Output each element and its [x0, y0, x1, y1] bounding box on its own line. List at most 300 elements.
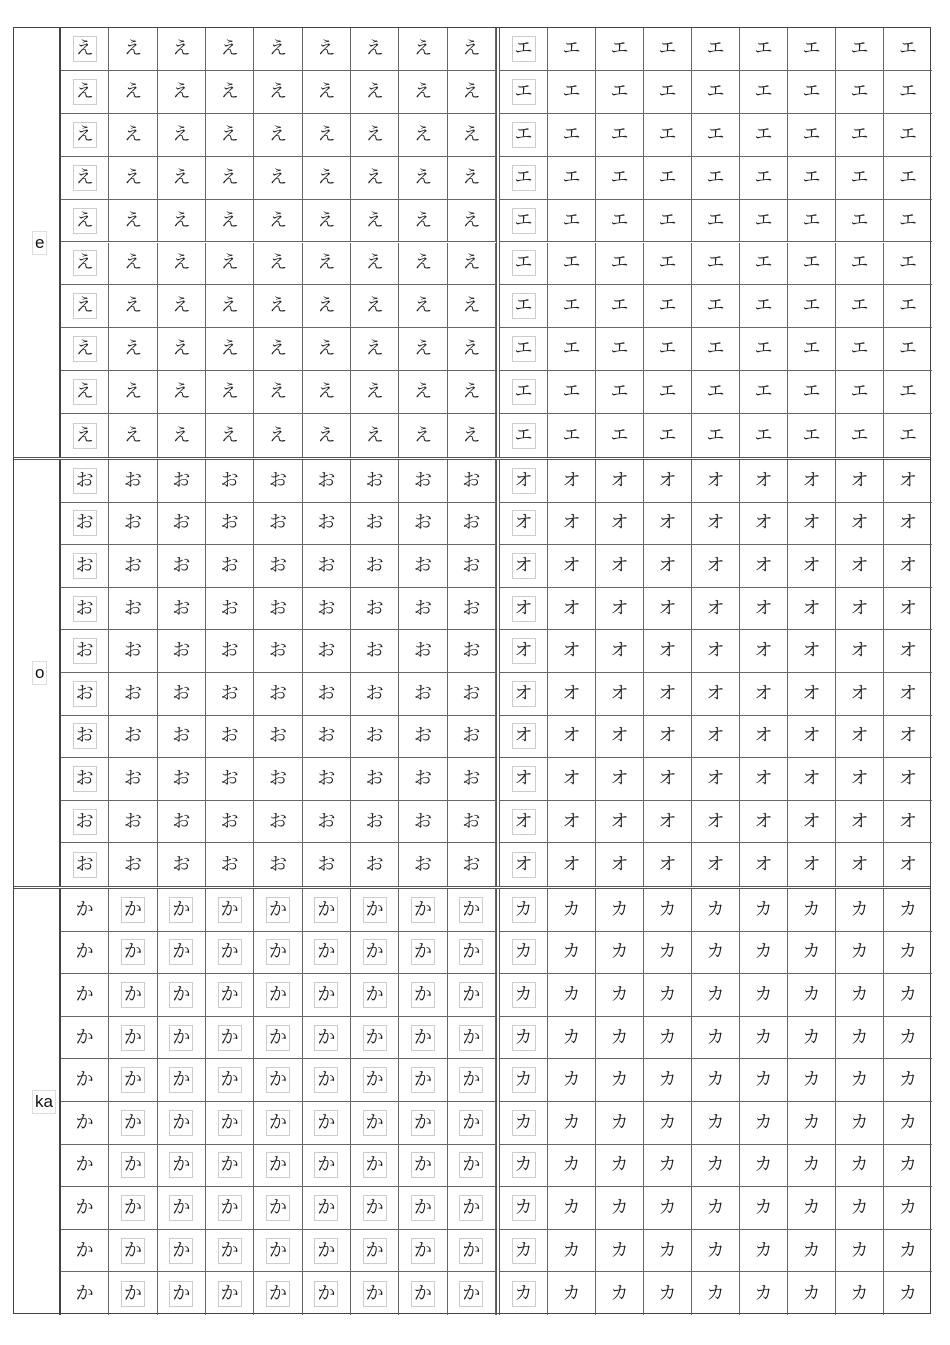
katakana-practice-cell	[788, 1145, 836, 1188]
katakana-practice-cell	[692, 1017, 740, 1060]
hiragana-character: か	[75, 1026, 94, 1048]
katakana-character: オ	[850, 469, 869, 491]
katakana-practice-cell	[644, 414, 692, 457]
katakana-practice-cell	[596, 758, 644, 801]
katakana-character: オ	[610, 597, 629, 619]
hiragana-character: え	[268, 123, 287, 145]
katakana-character: オ	[706, 853, 725, 875]
katakana-practice-cell	[644, 503, 692, 546]
katakana-character: オ	[754, 640, 773, 662]
katakana-practice-cell	[836, 588, 884, 631]
katakana-character: エ	[754, 209, 773, 231]
katakana-character: エ	[610, 37, 629, 59]
katakana-character: エ	[610, 209, 629, 231]
hiragana-character: え	[317, 80, 336, 102]
katakana-practice-cell	[740, 414, 788, 457]
katakana-character: カ	[706, 1026, 725, 1048]
hiragana-practice-cell	[109, 1187, 157, 1230]
katakana-practice-cell	[548, 243, 596, 286]
katakana-character: エ	[658, 295, 677, 317]
katakana-practice-cell	[836, 460, 884, 503]
katakana-practice-cell	[596, 1272, 644, 1315]
hiragana-practice-cell	[448, 630, 496, 673]
katakana-character: オ	[562, 597, 581, 619]
katakana-practice-cell	[500, 1017, 548, 1060]
hiragana-character: お	[365, 725, 384, 747]
hiragana-practice-cell	[254, 801, 302, 844]
katakana-practice-cell	[644, 758, 692, 801]
hiragana-character: か	[459, 897, 483, 923]
hiragana-character: え	[172, 295, 191, 317]
hiragana-character: お	[413, 512, 432, 534]
hiragana-character: え	[317, 338, 336, 360]
katakana-character: カ	[706, 1196, 725, 1218]
katakana-practice-cell	[500, 200, 548, 243]
katakana-character: エ	[754, 80, 773, 102]
katakana-practice-cell	[644, 243, 692, 286]
hiragana-character: え	[123, 37, 142, 59]
hiragana-practice-cell	[448, 114, 496, 157]
katakana-character: エ	[802, 80, 821, 102]
hiragana-practice-cell	[254, 200, 302, 243]
katakana-practice-cell	[596, 889, 644, 932]
hiragana-character: か	[75, 1069, 94, 1091]
katakana-character: エ	[706, 80, 725, 102]
hiragana-practice-cell	[448, 545, 496, 588]
hiragana-practice-cell	[109, 758, 157, 801]
katakana-character: オ	[610, 767, 629, 789]
hiragana-character: え	[413, 80, 432, 102]
katakana-practice-cell	[740, 1102, 788, 1145]
katakana-character: カ	[802, 1069, 821, 1091]
hiragana-character: え	[462, 209, 481, 231]
katakana-practice-cell	[596, 114, 644, 157]
hiragana-character: か	[363, 1152, 387, 1178]
hiragana-practice-cell	[303, 932, 351, 975]
katakana-practice-cell	[884, 460, 932, 503]
katakana-character: オ	[754, 767, 773, 789]
hiragana-character: え	[365, 381, 384, 403]
katakana-character: カ	[850, 1282, 869, 1304]
hiragana-practice-cell	[254, 1230, 302, 1273]
katakana-practice-cell	[884, 285, 932, 328]
katakana-character: エ	[610, 381, 629, 403]
katakana-character: オ	[512, 681, 536, 707]
katakana-practice-cell	[836, 71, 884, 114]
katakana-practice-cell	[644, 200, 692, 243]
katakana-practice-cell	[740, 1272, 788, 1315]
hiragana-character: え	[413, 166, 432, 188]
hiragana-practice-cell	[109, 328, 157, 371]
katakana-character: エ	[610, 338, 629, 360]
hiragana-practice-cell	[399, 1187, 447, 1230]
katakana-practice-cell	[836, 1272, 884, 1315]
katakana-practice-cell	[884, 1145, 932, 1188]
katakana-practice-cell	[644, 71, 692, 114]
katakana-character: オ	[706, 554, 725, 576]
katakana-character: エ	[802, 123, 821, 145]
hiragana-practice-cell	[206, 843, 254, 886]
hiragana-character: お	[462, 725, 481, 747]
hiragana-character: お	[413, 682, 432, 704]
katakana-practice-cell	[788, 974, 836, 1017]
hiragana-practice-cell	[61, 716, 109, 759]
hiragana-character: か	[266, 939, 290, 965]
hiragana-character: え	[220, 166, 239, 188]
katakana-practice-cell	[692, 974, 740, 1017]
katakana-character: エ	[610, 123, 629, 145]
katakana-character: エ	[802, 252, 821, 274]
hiragana-character: か	[314, 1110, 338, 1136]
hiragana-character: か	[459, 1152, 483, 1178]
katakana-character: エ	[754, 424, 773, 446]
hiragana-practice-cell	[448, 414, 496, 457]
katakana-practice-cell	[884, 1017, 932, 1060]
katakana-practice-cell	[548, 503, 596, 546]
hiragana-character: か	[314, 1152, 338, 1178]
hiragana-character: か	[266, 1067, 290, 1093]
hiragana-character: か	[75, 1196, 94, 1218]
hiragana-practice-cell	[399, 414, 447, 457]
hiragana-practice-cell	[399, 932, 447, 975]
katakana-character: エ	[562, 252, 581, 274]
hiragana-practice-cell	[61, 503, 109, 546]
hiragana-practice-cell	[399, 460, 447, 503]
hiragana-practice-cell	[303, 243, 351, 286]
katakana-character: オ	[610, 810, 629, 832]
hiragana-practice-cell	[303, 1102, 351, 1145]
katakana-grid	[500, 889, 932, 1318]
hiragana-character: か	[169, 1152, 193, 1178]
hiragana-practice-cell	[351, 889, 399, 932]
katakana-practice-cell	[644, 1102, 692, 1145]
hiragana-practice-cell	[206, 414, 254, 457]
katakana-practice-cell	[500, 460, 548, 503]
hiragana-practice-cell	[303, 114, 351, 157]
katakana-character: カ	[562, 1239, 581, 1261]
hiragana-character: え	[172, 80, 191, 102]
katakana-practice-cell	[740, 28, 788, 71]
katakana-character: オ	[512, 510, 536, 536]
hiragana-character: お	[220, 640, 239, 662]
katakana-character: オ	[562, 810, 581, 832]
katakana-practice-cell	[740, 1230, 788, 1273]
hiragana-practice-cell	[448, 1145, 496, 1188]
katakana-character: エ	[850, 295, 869, 317]
katakana-practice-cell	[548, 889, 596, 932]
kana-practice-sheet	[13, 27, 931, 1314]
hiragana-character: お	[220, 810, 239, 832]
hiragana-character: か	[218, 1025, 242, 1051]
katakana-character: カ	[512, 1110, 536, 1136]
hiragana-character: か	[121, 897, 145, 923]
hiragana-practice-cell	[254, 285, 302, 328]
hiragana-practice-cell	[303, 673, 351, 716]
hiragana-practice-cell	[109, 889, 157, 932]
katakana-practice-cell	[548, 673, 596, 716]
katakana-character: カ	[658, 1111, 677, 1133]
hiragana-character: え	[365, 295, 384, 317]
katakana-practice-cell	[836, 843, 884, 886]
hiragana-practice-cell	[303, 545, 351, 588]
hiragana-practice-cell	[448, 460, 496, 503]
katakana-character: オ	[610, 554, 629, 576]
katakana-character: エ	[754, 166, 773, 188]
hiragana-character: お	[220, 554, 239, 576]
katakana-practice-cell	[500, 1059, 548, 1102]
hiragana-character: え	[413, 37, 432, 59]
katakana-practice-cell	[548, 1102, 596, 1145]
hiragana-practice-cell	[254, 243, 302, 286]
hiragana-character: え	[413, 123, 432, 145]
katakana-character: エ	[706, 381, 725, 403]
hiragana-character: か	[363, 1025, 387, 1051]
hiragana-practice-cell	[351, 932, 399, 975]
katakana-practice-cell	[740, 243, 788, 286]
hiragana-character: お	[268, 767, 287, 789]
hiragana-practice-cell	[254, 843, 302, 886]
katakana-practice-cell	[644, 932, 692, 975]
hiragana-character: え	[123, 80, 142, 102]
hiragana-character: か	[218, 897, 242, 923]
katakana-character: オ	[754, 682, 773, 704]
katakana-practice-cell	[596, 71, 644, 114]
katakana-practice-cell	[692, 200, 740, 243]
hiragana-character: え	[317, 252, 336, 274]
hiragana-character: え	[172, 123, 191, 145]
katakana-practice-cell	[500, 1102, 548, 1145]
katakana-character: カ	[658, 1282, 677, 1304]
katakana-practice-cell	[740, 801, 788, 844]
hiragana-practice-cell	[158, 588, 206, 631]
hiragana-practice-cell	[399, 716, 447, 759]
katakana-practice-cell	[548, 1230, 596, 1273]
katakana-practice-cell	[596, 200, 644, 243]
hiragana-practice-cell	[303, 974, 351, 1017]
hiragana-character: お	[317, 767, 336, 789]
hiragana-practice-cell	[158, 114, 206, 157]
katakana-practice-cell	[788, 1187, 836, 1230]
hiragana-character: え	[365, 166, 384, 188]
hiragana-practice-cell	[448, 1272, 496, 1315]
hiragana-character: か	[266, 1195, 290, 1221]
hiragana-character: お	[365, 640, 384, 662]
katakana-practice-cell	[644, 1272, 692, 1315]
katakana-practice-cell	[500, 758, 548, 801]
hiragana-practice-cell	[61, 630, 109, 673]
katakana-character: カ	[610, 983, 629, 1005]
hiragana-character: え	[365, 209, 384, 231]
hiragana-character: え	[462, 381, 481, 403]
hiragana-character: え	[73, 165, 97, 191]
katakana-practice-cell	[836, 28, 884, 71]
katakana-character: オ	[754, 725, 773, 747]
hiragana-practice-cell	[206, 28, 254, 71]
hiragana-character: え	[413, 338, 432, 360]
katakana-practice-cell	[788, 932, 836, 975]
katakana-character: エ	[706, 424, 725, 446]
hiragana-character: か	[266, 1238, 290, 1264]
katakana-practice-cell	[836, 758, 884, 801]
hiragana-practice-cell	[303, 285, 351, 328]
katakana-practice-cell	[548, 588, 596, 631]
hiragana-character: か	[169, 939, 193, 965]
hiragana-practice-cell	[158, 157, 206, 200]
hiragana-practice-cell	[158, 243, 206, 286]
hiragana-practice-cell	[61, 71, 109, 114]
katakana-character: オ	[610, 853, 629, 875]
hiragana-character: お	[123, 554, 142, 576]
katakana-character: エ	[512, 293, 536, 319]
katakana-character: エ	[850, 37, 869, 59]
katakana-character: オ	[610, 682, 629, 704]
hiragana-practice-cell	[399, 801, 447, 844]
hiragana-character: え	[317, 37, 336, 59]
katakana-practice-cell	[500, 801, 548, 844]
katakana-character: カ	[850, 983, 869, 1005]
katakana-practice-cell	[644, 843, 692, 886]
hiragana-character: え	[413, 252, 432, 274]
hiragana-character: か	[411, 1195, 435, 1221]
katakana-character: オ	[610, 725, 629, 747]
katakana-practice-cell	[548, 758, 596, 801]
katakana-practice-cell	[500, 673, 548, 716]
katakana-character: オ	[512, 468, 536, 494]
katakana-character: カ	[754, 1239, 773, 1261]
katakana-character: オ	[706, 597, 725, 619]
hiragana-practice-cell	[206, 545, 254, 588]
hiragana-character: お	[413, 853, 432, 875]
hiragana-character: お	[73, 809, 97, 835]
katakana-practice-cell	[788, 801, 836, 844]
hiragana-character: か	[266, 1281, 290, 1307]
hiragana-character: お	[268, 853, 287, 875]
katakana-character: オ	[658, 597, 677, 619]
hiragana-practice-cell	[158, 328, 206, 371]
katakana-character: オ	[754, 512, 773, 534]
katakana-practice-cell	[596, 630, 644, 673]
hiragana-character: え	[73, 336, 97, 362]
hiragana-practice-cell	[109, 630, 157, 673]
katakana-practice-cell	[884, 889, 932, 932]
hiragana-practice-cell	[61, 974, 109, 1017]
hiragana-practice-cell	[158, 1059, 206, 1102]
hiragana-character: お	[413, 640, 432, 662]
katakana-character: カ	[899, 983, 917, 1005]
hiragana-practice-cell	[351, 1272, 399, 1315]
hiragana-practice-cell	[206, 801, 254, 844]
katakana-character: エ	[754, 252, 773, 274]
hiragana-character: か	[218, 1281, 242, 1307]
katakana-character: カ	[610, 898, 629, 920]
katakana-character: エ	[610, 295, 629, 317]
katakana-practice-cell	[500, 932, 548, 975]
hiragana-character: お	[73, 766, 97, 792]
hiragana-character: お	[123, 512, 142, 534]
hiragana-character: か	[218, 1067, 242, 1093]
katakana-practice-cell	[836, 285, 884, 328]
katakana-practice-cell	[836, 673, 884, 716]
hiragana-practice-cell	[303, 716, 351, 759]
katakana-practice-cell	[884, 28, 932, 71]
katakana-practice-cell	[596, 28, 644, 71]
katakana-character: オ	[562, 682, 581, 704]
hiragana-character: お	[123, 853, 142, 875]
hiragana-character: お	[317, 597, 336, 619]
katakana-practice-cell	[692, 71, 740, 114]
hiragana-practice-cell	[448, 801, 496, 844]
katakana-character: カ	[899, 1282, 917, 1304]
hiragana-character: お	[73, 723, 97, 749]
hiragana-character: お	[413, 767, 432, 789]
hiragana-practice-cell	[351, 1187, 399, 1230]
hiragana-practice-cell	[303, 843, 351, 886]
katakana-practice-cell	[836, 114, 884, 157]
hiragana-practice-cell	[109, 1059, 157, 1102]
katakana-character: オ	[850, 597, 869, 619]
katakana-character: カ	[802, 1111, 821, 1133]
hiragana-practice-cell	[109, 1017, 157, 1060]
hiragana-practice-cell	[109, 285, 157, 328]
katakana-practice-cell	[644, 716, 692, 759]
katakana-character: エ	[802, 338, 821, 360]
katakana-character: オ	[658, 512, 677, 534]
katakana-practice-cell	[884, 1102, 932, 1145]
hiragana-practice-cell	[61, 758, 109, 801]
hiragana-character: え	[268, 424, 287, 446]
hiragana-practice-cell	[61, 1017, 109, 1060]
katakana-character: オ	[658, 682, 677, 704]
hiragana-practice-cell	[206, 889, 254, 932]
hiragana-practice-cell	[399, 71, 447, 114]
hiragana-practice-cell	[61, 889, 109, 932]
katakana-practice-cell	[500, 588, 548, 631]
hiragana-practice-cell	[206, 460, 254, 503]
katakana-character: カ	[899, 941, 917, 963]
hiragana-practice-cell	[448, 758, 496, 801]
hiragana-character: お	[172, 725, 191, 747]
katakana-practice-cell	[740, 843, 788, 886]
hiragana-character: お	[462, 767, 481, 789]
hiragana-character: え	[365, 424, 384, 446]
katakana-practice-cell	[884, 545, 932, 588]
hiragana-character: え	[268, 295, 287, 317]
katakana-practice-cell	[644, 1145, 692, 1188]
katakana-character: カ	[512, 982, 536, 1008]
katakana-practice-cell	[884, 932, 932, 975]
katakana-practice-cell	[500, 114, 548, 157]
hiragana-character: え	[268, 209, 287, 231]
hiragana-character: え	[268, 80, 287, 102]
katakana-practice-cell	[596, 328, 644, 371]
hiragana-practice-cell	[254, 371, 302, 414]
katakana-practice-cell	[644, 1017, 692, 1060]
hiragana-practice-cell	[399, 1059, 447, 1102]
hiragana-practice-cell	[61, 243, 109, 286]
hiragana-practice-cell	[254, 71, 302, 114]
katakana-practice-cell	[884, 758, 932, 801]
hiragana-character: え	[220, 209, 239, 231]
katakana-character: エ	[610, 252, 629, 274]
katakana-practice-cell	[788, 28, 836, 71]
katakana-character: オ	[754, 597, 773, 619]
katakana-practice-cell	[836, 889, 884, 932]
hiragana-practice-cell	[254, 974, 302, 1017]
katakana-practice-cell	[548, 157, 596, 200]
katakana-character: カ	[610, 1154, 629, 1176]
katakana-practice-cell	[788, 71, 836, 114]
hiragana-practice-cell	[254, 503, 302, 546]
